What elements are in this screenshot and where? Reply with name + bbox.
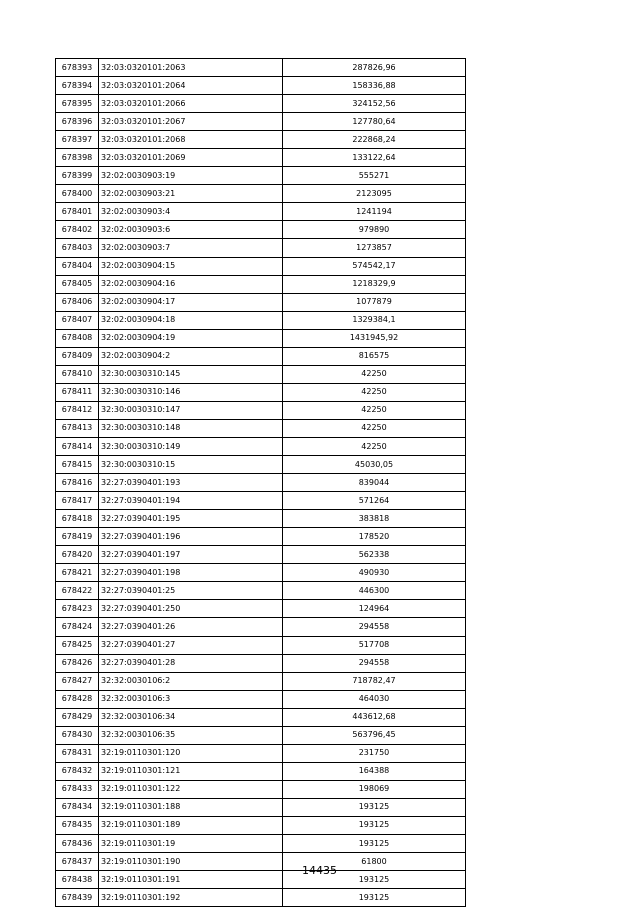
row-id-cell: 678421 [56,564,99,582]
row-id-cell: 678416 [56,474,99,492]
value-cell: 193125 [283,871,466,889]
table-row [56,437,466,455]
cadastral-number-cell: 32:32:0030106:2 [99,672,283,690]
row-id-cell: 678431 [56,744,99,762]
row-id-cell: 678419 [56,528,99,546]
value-cell: 490930 [283,564,466,582]
value-cell: 563796,45 [283,726,466,744]
table-row [56,203,466,221]
row-id-cell: 678420 [56,546,99,564]
row-id-cell: 678399 [56,167,99,185]
row-id-cell: 678412 [56,401,99,419]
cadastral-number-cell: 32:30:0030310:147 [99,401,283,419]
row-id-cell: 678434 [56,798,99,816]
cadastral-number-cell: 32:30:0030310:145 [99,365,283,383]
table-row [56,564,466,582]
value-cell: 193125 [283,835,466,853]
cadastral-number-cell: 32:27:0390401:197 [99,546,283,564]
value-cell: 42250 [283,383,466,401]
value-cell: 193125 [283,816,466,834]
cadastral-number-cell: 32:03:0320101:2069 [99,149,283,167]
value-cell: 571264 [283,492,466,510]
row-id-cell: 678436 [56,835,99,853]
table-row [56,798,466,816]
value-cell: 164388 [283,762,466,780]
value-cell: 42250 [283,401,466,419]
cadastral-number-cell: 32:27:0390401:27 [99,636,283,654]
table-row [56,257,466,275]
cadastral-number-cell: 32:03:0320101:2066 [99,95,283,113]
cadastral-number-cell: 32:02:0030903:4 [99,203,283,221]
cadastral-number-cell: 32:19:0110301:188 [99,798,283,816]
row-id-cell: 678398 [56,149,99,167]
table-row [56,528,466,546]
table-row [56,762,466,780]
row-id-cell: 678435 [56,816,99,834]
table-row [56,672,466,690]
row-id-cell: 678411 [56,383,99,401]
table-body [56,59,466,907]
value-cell: 464030 [283,690,466,708]
value-cell: 816575 [283,347,466,365]
cadastral-number-cell: 32:27:0390401:194 [99,492,283,510]
value-cell: 1329384,1 [283,311,466,329]
value-cell: 839044 [283,474,466,492]
row-id-cell: 678413 [56,419,99,437]
cadastral-number-cell: 32:19:0110301:189 [99,816,283,834]
value-cell: 562338 [283,546,466,564]
value-cell: 42250 [283,365,466,383]
value-cell: 127780,64 [283,113,466,131]
value-cell: 133122,64 [283,149,466,167]
cadastral-number-cell: 32:32:0030106:34 [99,708,283,726]
cadastral-number-cell: 32:02:0030904:2 [99,347,283,365]
table-row [56,401,466,419]
table-row [56,239,466,257]
value-cell: 45030,05 [283,456,466,474]
cadastral-number-cell: 32:03:0320101:2067 [99,113,283,131]
cadastral-number-cell: 32:02:0030904:19 [99,329,283,347]
cadastral-number-cell: 32:32:0030106:3 [99,690,283,708]
cadastral-number-cell: 32:30:0030310:149 [99,437,283,455]
row-id-cell: 678430 [56,726,99,744]
table-row [56,600,466,618]
row-id-cell: 678401 [56,203,99,221]
cadastral-number-cell: 32:30:0030310:15 [99,456,283,474]
row-id-cell: 678432 [56,762,99,780]
table-row [56,690,466,708]
cadastral-number-cell: 32:02:0030903:19 [99,167,283,185]
row-id-cell: 678409 [56,347,99,365]
value-cell: 294558 [283,618,466,636]
table-row [56,419,466,437]
cadastral-number-cell: 32:03:0320101:2063 [99,59,283,77]
table-row [56,113,466,131]
table-row [56,185,466,203]
value-cell: 383818 [283,510,466,528]
cadastral-number-cell: 32:03:0320101:2068 [99,131,283,149]
cadastral-number-cell: 32:02:0030904:17 [99,293,283,311]
table-row [56,131,466,149]
cadastral-number-cell: 32:19:0110301:190 [99,853,283,871]
value-cell: 178520 [283,528,466,546]
value-cell: 443612,68 [283,708,466,726]
cadastral-number-cell: 32:02:0030903:21 [99,185,283,203]
cadastral-number-cell: 32:19:0110301:192 [99,889,283,907]
table-row [56,77,466,95]
table-row [56,816,466,834]
row-id-cell: 678395 [56,95,99,113]
row-id-cell: 678422 [56,582,99,600]
table-row [56,582,466,600]
table-row [56,744,466,762]
row-id-cell: 678423 [56,600,99,618]
row-id-cell: 678394 [56,77,99,95]
cadastral-number-cell: 32:19:0110301:122 [99,780,283,798]
table-row [56,835,466,853]
row-id-cell: 678405 [56,275,99,293]
value-cell: 718782,47 [283,672,466,690]
row-id-cell: 678414 [56,437,99,455]
value-cell: 42250 [283,437,466,455]
table-row [56,347,466,365]
row-id-cell: 678433 [56,780,99,798]
cadastral-number-cell: 32:02:0030904:16 [99,275,283,293]
table-row [56,221,466,239]
cadastral-number-cell: 32:02:0030904:18 [99,311,283,329]
row-id-cell: 678425 [56,636,99,654]
cadastral-number-cell: 32:02:0030903:6 [99,221,283,239]
row-id-cell: 678418 [56,510,99,528]
table-row [56,149,466,167]
value-cell: 979890 [283,221,466,239]
value-cell: 324152,56 [283,95,466,113]
value-cell: 517708 [283,636,466,654]
table-row [56,329,466,347]
cadastral-number-cell: 32:03:0320101:2064 [99,77,283,95]
table-row [56,311,466,329]
cadastral-number-cell: 32:19:0110301:191 [99,871,283,889]
cadastral-number-cell: 32:27:0390401:250 [99,600,283,618]
row-id-cell: 678396 [56,113,99,131]
row-id-cell: 678407 [56,311,99,329]
row-id-cell: 678403 [56,239,99,257]
cadastral-number-cell: 32:27:0390401:193 [99,474,283,492]
value-cell: 124964 [283,600,466,618]
page-number: 14435 [302,864,337,877]
cadastral-number-cell: 32:27:0390401:28 [99,654,283,672]
row-id-cell: 678426 [56,654,99,672]
cadastral-number-cell: 32:27:0390401:196 [99,528,283,546]
row-id-cell: 678437 [56,853,99,871]
table-row [56,780,466,798]
row-id-cell: 678400 [56,185,99,203]
table-row [56,510,466,528]
row-id-cell: 678406 [56,293,99,311]
table-row [56,492,466,510]
value-cell: 193125 [283,889,466,907]
row-id-cell: 678393 [56,59,99,77]
value-cell: 294558 [283,654,466,672]
table-row [56,546,466,564]
value-cell: 222868,24 [283,131,466,149]
row-id-cell: 678415 [56,456,99,474]
table-row [56,726,466,744]
table-row [56,95,466,113]
cadastral-value-table [55,58,466,907]
value-cell: 287826,96 [283,59,466,77]
row-id-cell: 678410 [56,365,99,383]
value-cell: 1077879 [283,293,466,311]
cadastral-number-cell: 32:32:0030106:35 [99,726,283,744]
value-cell: 574542,17 [283,257,466,275]
value-cell: 198069 [283,780,466,798]
row-id-cell: 678428 [56,690,99,708]
cadastral-number-cell: 32:02:0030904:15 [99,257,283,275]
value-cell: 1431945,92 [283,329,466,347]
table-row [56,618,466,636]
row-id-cell: 678438 [56,871,99,889]
cadastral-number-cell: 32:19:0110301:120 [99,744,283,762]
table-row [56,654,466,672]
value-cell: 1273857 [283,239,466,257]
table-row [56,636,466,654]
cadastral-number-cell: 32:27:0390401:198 [99,564,283,582]
row-id-cell: 678424 [56,618,99,636]
table-row [56,383,466,401]
cadastral-number-cell: 32:30:0030310:146 [99,383,283,401]
table-row [56,889,466,907]
value-cell: 555271 [283,167,466,185]
value-cell: 231750 [283,744,466,762]
cadastral-number-cell: 32:19:0110301:19 [99,835,283,853]
cadastral-number-cell: 32:19:0110301:121 [99,762,283,780]
value-cell: 1218329,9 [283,275,466,293]
row-id-cell: 678427 [56,672,99,690]
cadastral-number-cell: 32:27:0390401:26 [99,618,283,636]
value-cell: 158336,88 [283,77,466,95]
table-row [56,293,466,311]
row-id-cell: 678408 [56,329,99,347]
value-cell: 193125 [283,798,466,816]
row-id-cell: 678429 [56,708,99,726]
cadastral-number-cell: 32:30:0030310:148 [99,419,283,437]
table-row [56,365,466,383]
cadastral-number-cell: 32:27:0390401:195 [99,510,283,528]
cadastral-number-cell: 32:02:0030903:7 [99,239,283,257]
value-cell: 2123095 [283,185,466,203]
row-id-cell: 678417 [56,492,99,510]
table-row [56,275,466,293]
value-cell: 446300 [283,582,466,600]
value-cell: 42250 [283,419,466,437]
cadastral-number-cell: 32:27:0390401:25 [99,582,283,600]
table-row [56,167,466,185]
table-row [56,708,466,726]
table-row [56,59,466,77]
value-cell: 61800 [283,853,466,871]
row-id-cell: 678402 [56,221,99,239]
table-row [56,456,466,474]
row-id-cell: 678404 [56,257,99,275]
row-id-cell: 678397 [56,131,99,149]
table-row [56,474,466,492]
value-cell: 1241194 [283,203,466,221]
row-id-cell: 678439 [56,889,99,907]
